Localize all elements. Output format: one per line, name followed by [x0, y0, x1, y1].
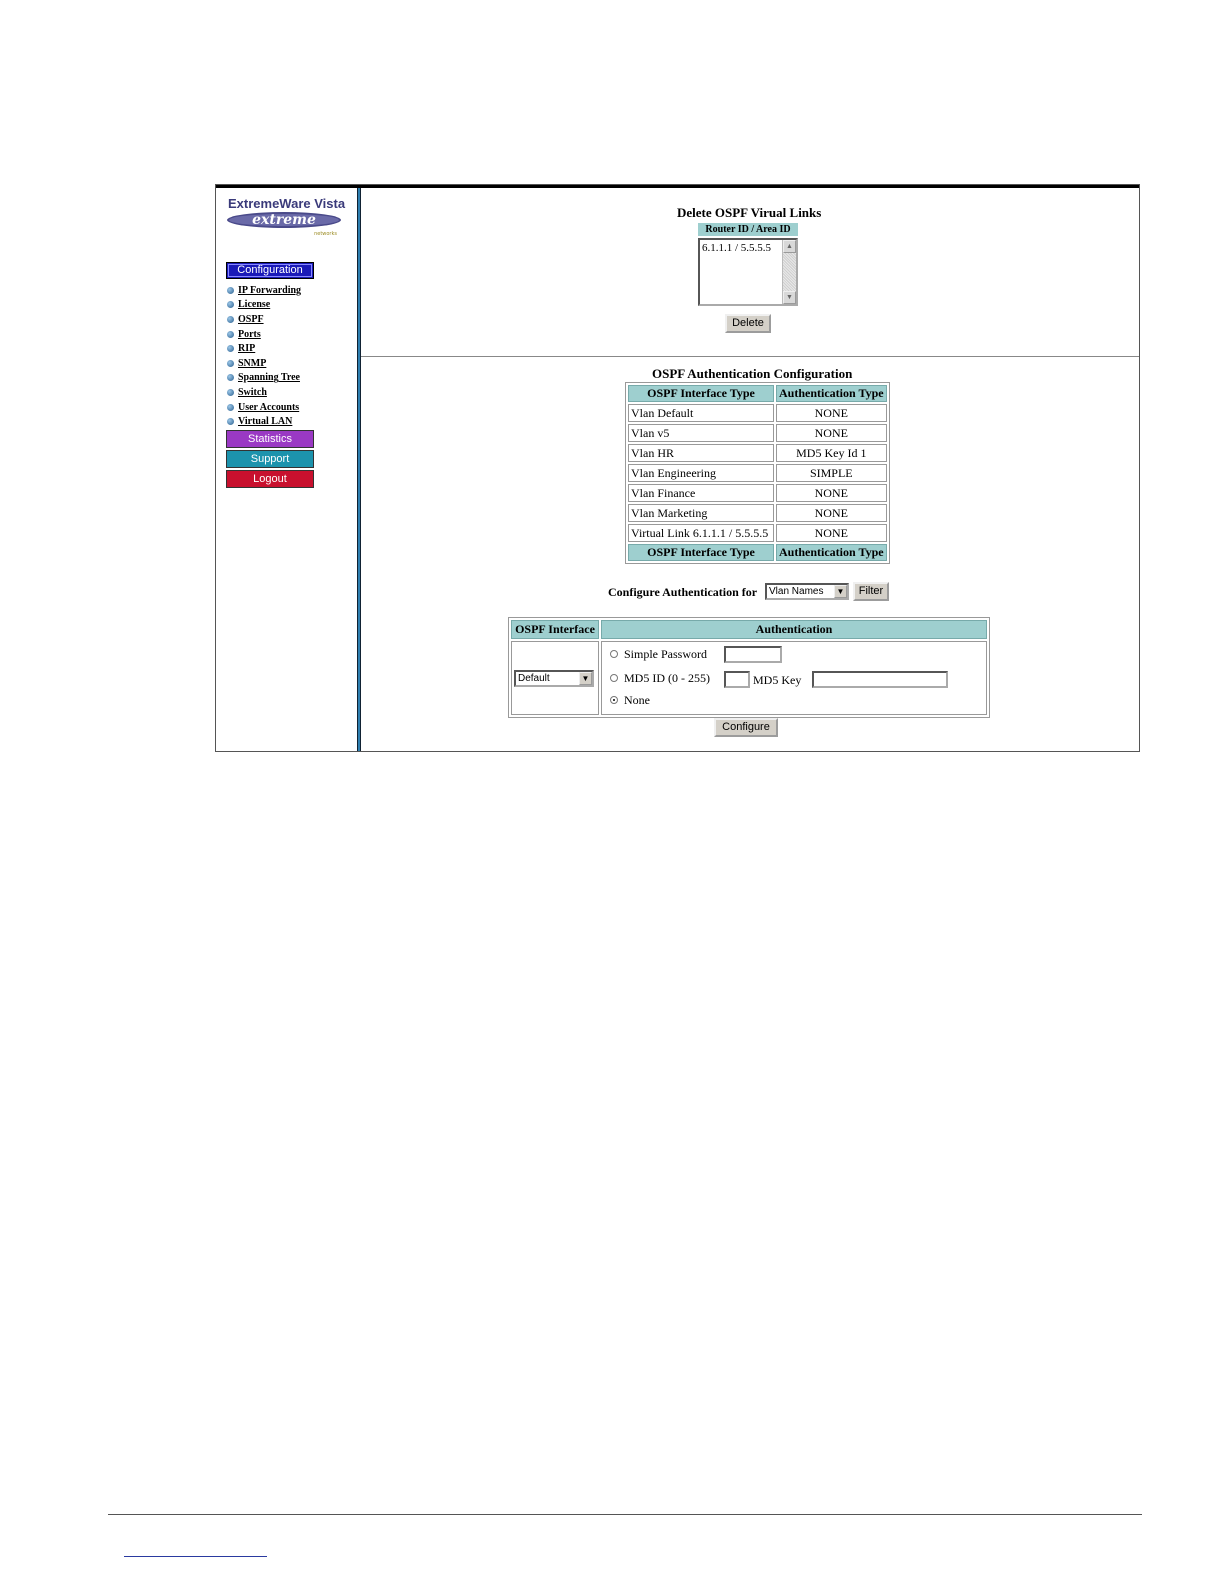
interface-cell	[511, 641, 599, 715]
auth-config-title: OSPF Authentication Configuration	[652, 366, 853, 381]
interface-cell: Vlan Default	[628, 404, 774, 422]
table-row	[628, 444, 887, 462]
form-row	[511, 641, 987, 715]
column-footer-interface-type: OSPF Interface Type	[628, 544, 774, 561]
md5-id-input[interactable]	[724, 671, 750, 688]
virtual-links-listbox[interactable]	[698, 238, 798, 306]
auth-type-cell: NONE	[776, 504, 887, 522]
filter-button[interactable]: Filter	[853, 582, 889, 601]
logo-subword: networks	[314, 231, 337, 237]
interface-cell: Virtual Link 6.1.1.1 / 5.5.5.5	[628, 524, 774, 542]
nav-link[interactable]: OSPF	[238, 313, 264, 325]
nav-link[interactable]: Spanning Tree	[238, 372, 300, 384]
logout-button[interactable]: Logout	[226, 470, 314, 488]
nav-link[interactable]: SNMP	[238, 357, 267, 369]
nav-link[interactable]: License	[238, 299, 271, 311]
auth-type-cell: NONE	[776, 404, 887, 422]
column-header-interface-type: OSPF Interface Type	[628, 385, 774, 402]
simple-password-radio[interactable]	[610, 650, 618, 658]
table-header-row	[628, 385, 887, 402]
configure-button[interactable]: Configure	[714, 718, 778, 737]
simple-password-label: Simple Password	[624, 647, 708, 661]
column-footer-auth-type: Authentication Type	[776, 544, 887, 561]
nav-link[interactable]: IP Forwarding	[238, 284, 302, 296]
bullet-icon	[227, 331, 234, 338]
interface-value: Default	[518, 673, 550, 684]
auth-summary-table	[625, 382, 890, 564]
ospf-interface-header: OSPF Interface	[511, 620, 599, 639]
authentication-header: Authentication	[601, 620, 987, 639]
none-label: None	[624, 693, 650, 707]
interface-type-select[interactable]	[765, 583, 849, 600]
footer-link-underline	[124, 1556, 267, 1557]
delete-virtual-links-title: Delete OSPF Virual Links	[677, 205, 822, 220]
nav-item-rip[interactable]	[227, 341, 301, 356]
config-nav-list	[227, 283, 301, 429]
auth-type-cell: NONE	[776, 424, 887, 442]
chevron-down-icon[interactable]: ▼	[579, 672, 592, 685]
bullet-icon	[227, 404, 234, 411]
nav-item-ospf[interactable]	[227, 312, 301, 327]
logo-wordmark: extreme	[252, 212, 316, 228]
bullet-icon	[227, 418, 234, 425]
simple-password-input[interactable]	[724, 646, 782, 663]
table-footer-row	[628, 544, 887, 561]
interface-type-value: Vlan Names	[769, 586, 824, 597]
scroll-down-icon[interactable]: ▼	[783, 291, 796, 304]
browser-frame	[215, 184, 1140, 752]
interface-cell: Vlan Engineering	[628, 464, 774, 482]
nav-link[interactable]: Virtual LAN	[238, 416, 293, 428]
auth-type-cell: NONE	[776, 524, 887, 542]
table-row	[628, 484, 887, 502]
bullet-icon	[227, 389, 234, 396]
nav-link[interactable]: Ports	[238, 328, 261, 340]
nav-item-ports[interactable]	[227, 327, 301, 342]
none-radio[interactable]	[610, 696, 618, 704]
md5-key-label: MD5 Key	[753, 673, 802, 687]
bullet-icon	[227, 345, 234, 352]
nav-item-spanning-tree[interactable]	[227, 371, 301, 386]
brand-title: ExtremeWare Vista	[228, 196, 346, 211]
statistics-button[interactable]: Statistics	[226, 430, 314, 448]
router-area-header: Router ID / Area ID	[698, 223, 798, 236]
virtual-link-item[interactable]: 6.1.1.1 / 5.5.5.5	[702, 242, 772, 254]
scroll-up-icon[interactable]: ▲	[783, 240, 796, 253]
configuration-button[interactable]: Configuration	[226, 262, 314, 279]
nav-item-user-accounts[interactable]	[227, 400, 301, 415]
extreme-logo	[227, 210, 345, 243]
nav-item-ip-forwarding[interactable]	[227, 283, 301, 298]
form-header-row	[511, 620, 987, 639]
column-header-auth-type: Authentication Type	[776, 385, 887, 402]
md5-id-label: MD5 ID (0 - 255)	[624, 671, 710, 685]
table-row	[628, 504, 887, 522]
listbox-scrollbar[interactable]	[782, 240, 796, 304]
delete-button[interactable]: Delete	[725, 314, 771, 333]
table-row	[628, 404, 887, 422]
section-divider	[361, 356, 1139, 357]
table-row	[628, 424, 887, 442]
md5-radio[interactable]	[610, 674, 618, 682]
interface-cell: Vlan HR	[628, 444, 774, 462]
auth-type-cell: MD5 Key Id 1	[776, 444, 887, 462]
auth-type-cell: NONE	[776, 484, 887, 502]
interface-auth-form	[508, 617, 990, 718]
configure-for-label: Configure Authentication for	[608, 585, 758, 599]
interface-cell: Vlan Finance	[628, 484, 774, 502]
nav-link[interactable]: RIP	[238, 343, 256, 355]
nav-link[interactable]: Switch	[238, 386, 267, 398]
footer-divider	[108, 1514, 1142, 1515]
interface-cell: Vlan v5	[628, 424, 774, 442]
chevron-down-icon[interactable]: ▼	[834, 585, 847, 598]
bullet-icon	[227, 316, 234, 323]
nav-item-snmp[interactable]	[227, 356, 301, 371]
nav-item-switch[interactable]	[227, 385, 301, 400]
main-content	[361, 188, 1139, 751]
interface-select[interactable]	[514, 670, 594, 687]
table-row	[628, 464, 887, 482]
bullet-icon	[227, 287, 234, 294]
interface-cell: Vlan Marketing	[628, 504, 774, 522]
sidebar	[217, 188, 357, 751]
support-button[interactable]: Support	[226, 450, 314, 468]
nav-item-virtual-lan[interactable]	[227, 414, 301, 429]
authentication-cell	[601, 641, 987, 715]
bullet-icon	[227, 360, 234, 367]
nav-item-license[interactable]	[227, 298, 301, 313]
table-row	[628, 524, 887, 542]
nav-link[interactable]: User Accounts	[238, 401, 300, 413]
md5-key-input[interactable]	[812, 671, 948, 688]
bullet-icon	[227, 301, 234, 308]
auth-type-cell: SIMPLE	[776, 464, 887, 482]
bullet-icon	[227, 374, 234, 381]
